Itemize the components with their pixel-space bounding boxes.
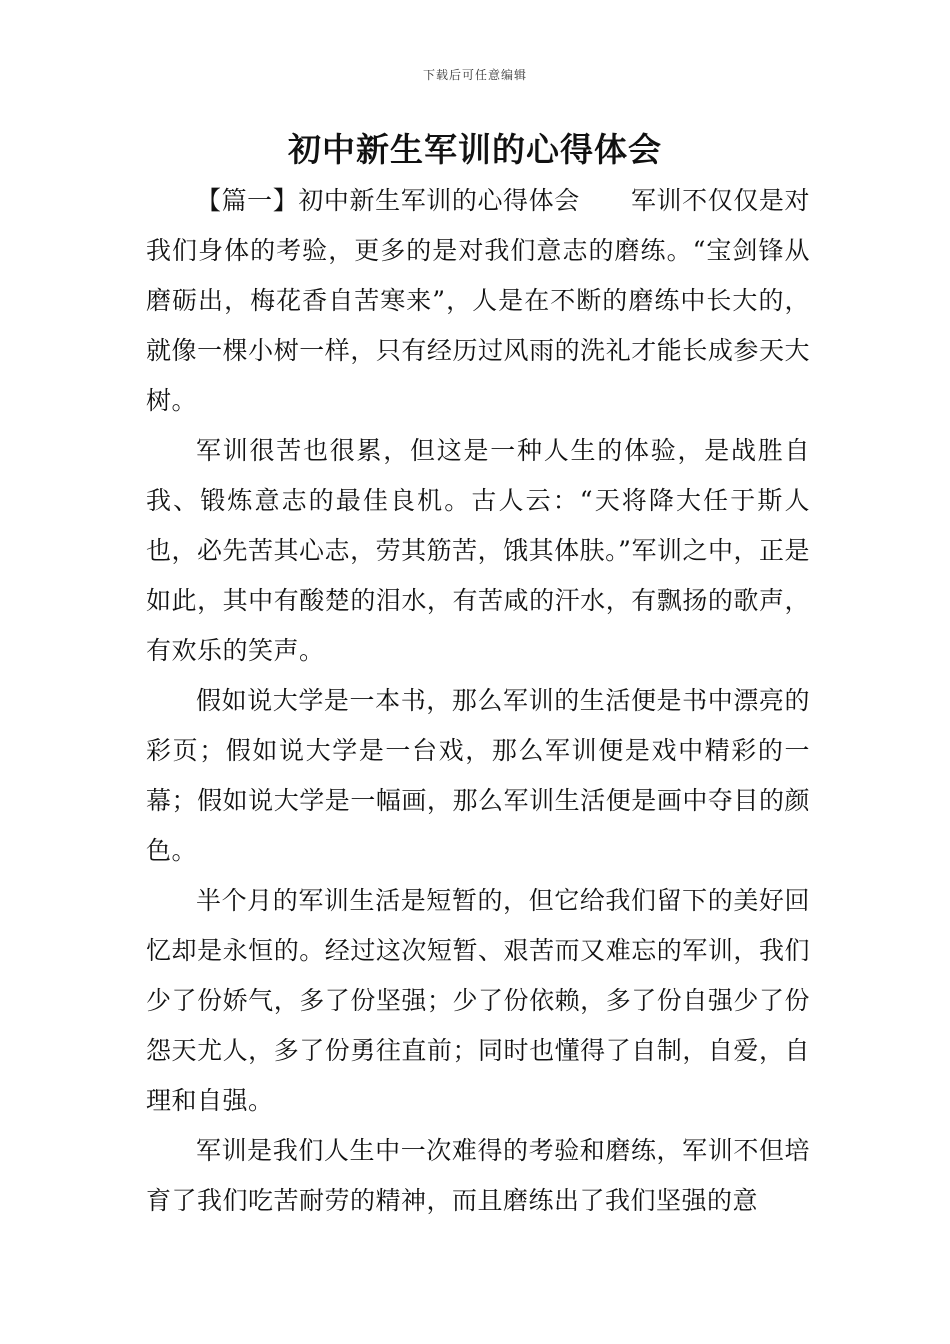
- paragraph-1: 【篇一】初中新生军训的心得体会 军训不仅仅是对我们身体的考验，更多的是对我们意志的磨练。“宝剑锋从磨砺出，梅花香自苦寒来”，人是在不断的磨练中长大的，就像一棵小树一样，只有经历过风雨的洗礼才能长成参天大树。: [146, 186, 810, 415]
- paragraph-2: 军训很苦也很累，但这是一种人生的体验，是战胜自我、锻炼意志的最佳良机。古人云：“天将降大任于斯人也，必先苦其心志，劳其筋苦，饿其体肤。”军训之中，正是如此，其中有酸楚的泪水，有苦咸的汗水，有飘扬的歌声，有欢乐的笑声。: [146, 436, 810, 665]
- paragraph-4: 半个月的军训生活是短暂的，但它给我们留下的美好回忆却是永恒的。经过这次短暂、艰苦而又难忘的军训，我们少了份娇气，多了份坚强；少了份依赖，多了份自强少了份怨天尤人，多了份勇往直前；同时也懂得了自制，自爱，自理和自强。: [146, 886, 810, 1115]
- document-title: 初中新生军训的心得体会: [288, 130, 662, 169]
- paragraph-5: 军训是我们人生中一次难得的考验和磨练，军训不但培育了我们吃苦耐劳的精神，而且磨练出了我们坚强的意: [146, 1136, 810, 1215]
- paragraph-3: 假如说大学是一本书，那么军训的生活便是书中漂亮的彩页；假如说大学是一台戏，那么军训便是戏中精彩的一幕；假如说大学是一幅画，那么军训生活便是画中夺目的颜色。: [146, 686, 810, 865]
- document-body: [146, 176, 810, 1226]
- header-note: 下载后可任意编辑: [422, 68, 527, 82]
